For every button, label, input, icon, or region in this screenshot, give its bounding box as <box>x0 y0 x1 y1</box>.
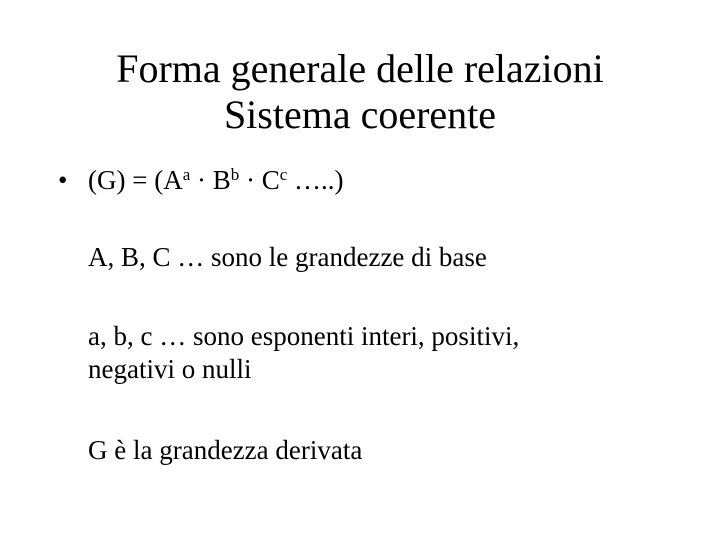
base-quantities-text: A, B, C … sono le grandezze di base <box>88 242 487 272</box>
bullet-icon: • <box>58 165 68 195</box>
exponents-text <box>88 320 519 386</box>
formula-bullet <box>58 163 344 197</box>
slide-title <box>0 46 720 138</box>
exponent-b: b <box>230 165 240 184</box>
formula-part-4: …..) <box>287 165 344 195</box>
exponents-line-1: a, b, c … sono esponenti interi, positivi, <box>88 321 520 351</box>
exponent-a: a <box>182 165 191 184</box>
exponents-line-2: negativi o nulli <box>88 354 252 384</box>
formula-part-1: (G) = (A <box>88 165 183 195</box>
formula-part-3: · C <box>239 165 280 195</box>
exponent-c: c <box>279 165 288 184</box>
derived-quantity-text: G è la grandezza derivata <box>88 435 363 465</box>
title-line-1: Forma generale delle relazioni <box>116 46 604 91</box>
formula-part-2: · B <box>190 165 231 195</box>
title-line-2: Sistema coerente <box>223 92 497 137</box>
